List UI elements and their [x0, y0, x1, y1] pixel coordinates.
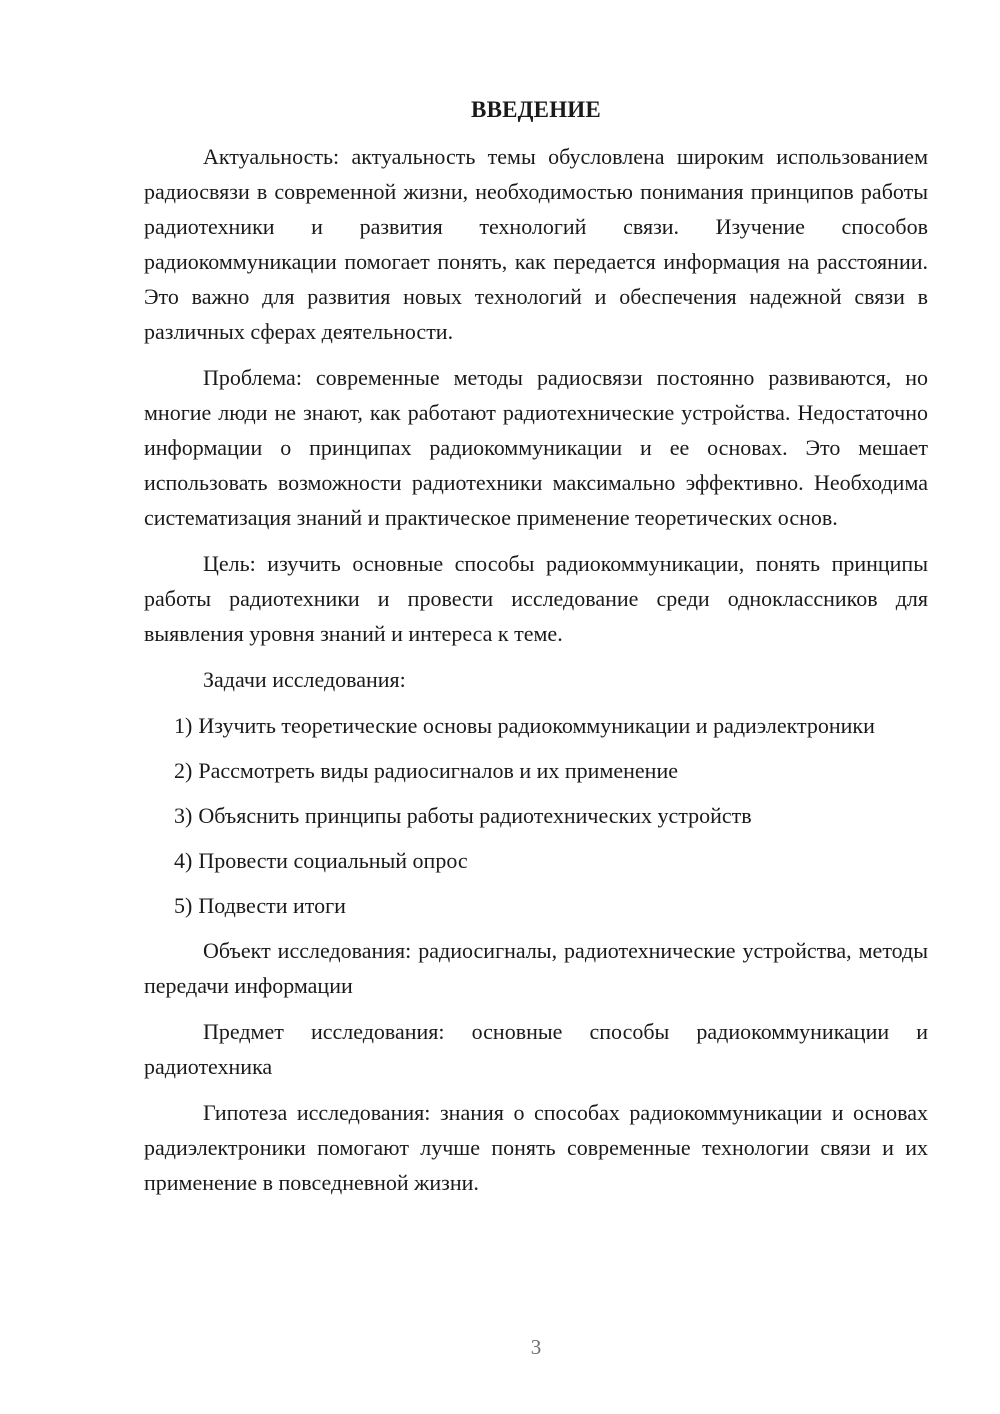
task-number: 5)	[174, 893, 193, 918]
task-number: 2)	[174, 758, 193, 783]
task-text: Изучить теоретические основы радиокоммуникации и радиэлектроники	[198, 713, 875, 738]
list-item	[144, 708, 928, 743]
page-title: ВВЕДЕНИЕ	[471, 97, 601, 122]
tasks-heading: Задачи исследования:	[203, 667, 406, 692]
list-item	[144, 843, 928, 878]
task-text: Рассмотреть виды радиосигналов и их применение	[198, 758, 678, 783]
subject-paragraph: Предмет исследования: основные способы радиокоммуникации и радиотехника	[144, 1019, 928, 1079]
task-text: Провести социальный опрос	[198, 848, 468, 873]
document-page	[144, 92, 928, 1200]
task-number: 1)	[174, 713, 193, 738]
goal-paragraph: Цель: изучить основные способы радиокоммуникации, понять принципы работы радиотехники и провести исследование среди одноклассников для выявления уровня знаний и интереса к теме.	[144, 551, 928, 646]
relevance-paragraph: Актуальность: актуальность темы обусловлена широким использованием радиосвязи в современной жизни, необходимостью понимания принципов работы радиотехники и развития технологий связи. Изучение способов радиокоммуникации помогает понять, как передается информация на расстоянии. Это важно для развития новых технологий и обеспечения надежной связи в различных сферах деятельности.	[144, 144, 928, 344]
task-text: Подвести итоги	[198, 893, 346, 918]
problem-paragraph: Проблема: современные методы радиосвязи постоянно развиваются, но многие люди не знают, как работают радиотехнические устройства. Недостаточно информации о принципах радиокоммуникации и ее основах. Это мешает использовать возможности радиотехники максимально эффективно. Необходима систематизация знаний и практическое применение теоретических основ.	[144, 365, 928, 530]
list-item	[144, 753, 928, 788]
task-number: 4)	[174, 848, 193, 873]
tasks-list	[144, 708, 928, 923]
list-item	[144, 798, 928, 833]
hypothesis-paragraph: Гипотеза исследования: знания о способах радиокоммуникации и основах радиэлектроники помогают лучше понять современные технологии связи и их применение в повседневной жизни.	[144, 1100, 928, 1195]
page-number: 3	[530, 1335, 542, 1359]
task-text: Объяснить принципы работы радиотехнических устройств	[198, 803, 752, 828]
task-number: 3)	[174, 803, 193, 828]
list-item	[144, 888, 928, 923]
object-paragraph: Объект исследования: радиосигналы, радиотехнические устройства, методы передачи информации	[144, 938, 928, 998]
